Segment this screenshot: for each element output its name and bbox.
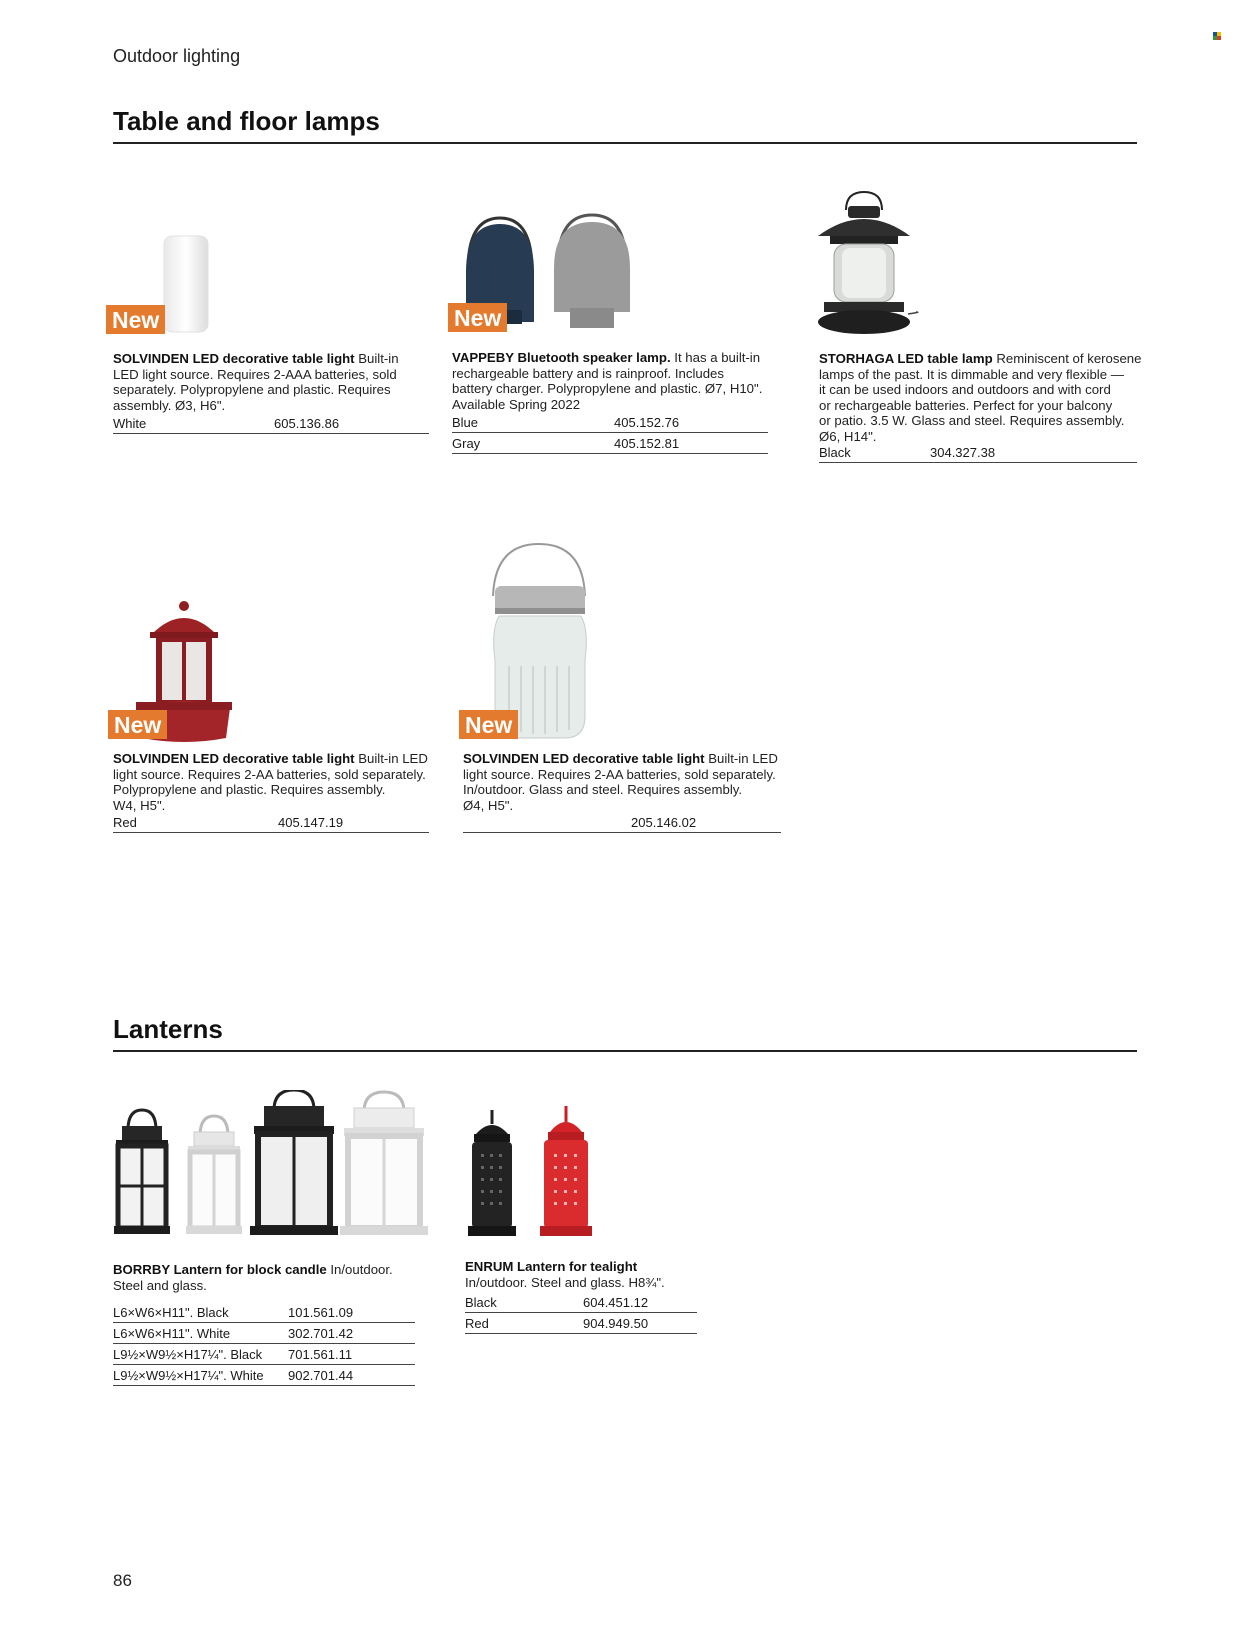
- variant-list: [819, 442, 1137, 463]
- article-number: 604.451.12: [583, 1295, 649, 1310]
- new-badge: New: [459, 710, 518, 739]
- article-number: 302.701.42: [288, 1326, 354, 1341]
- new-badge: New: [108, 710, 167, 739]
- article-number: 605.136.86: [274, 416, 340, 431]
- variant-row: Red 904.949.50: [465, 1313, 697, 1334]
- variant-row: L6×W6×H11". Black 101.561.09: [113, 1302, 415, 1323]
- article-number: 701.561.11: [288, 1347, 353, 1362]
- variant-list: [113, 413, 429, 434]
- variant-list: [113, 812, 429, 833]
- article-number: 405.152.81: [614, 436, 680, 451]
- product-image-borrby: [110, 1090, 428, 1240]
- variant-row: [463, 812, 781, 833]
- variant-list: [113, 1302, 415, 1386]
- variant-row: Red 405.147.19: [113, 812, 429, 833]
- brand-logo-icon: [1213, 32, 1221, 40]
- product-image-enrum: [464, 1104, 604, 1244]
- variant-list: [465, 1292, 697, 1334]
- article-number: 304.327.38: [930, 445, 996, 460]
- variant-row: Gray 405.152.81: [452, 433, 768, 454]
- variant-row: L9½×W9½×H17¼". Black 701.561.11: [113, 1344, 415, 1365]
- product-description-solvinden-red: SOLVINDEN LED decorative table light Built-in LED light source. Requires 2-AA batteries, sold separately. Polypropylene and plastic. Requires assembly. W4, H5".: [113, 751, 428, 813]
- article-number: 101.561.09: [288, 1305, 354, 1320]
- variant-list: [463, 812, 781, 833]
- article-number: 205.146.02: [631, 815, 697, 830]
- product-name: VAPPEBY Bluetooth speaker lamp.: [452, 350, 671, 365]
- product-name: BORRBY Lantern for block candle: [113, 1262, 327, 1277]
- product-description-enrum: ENRUM Lantern for tealight In/outdoor. Steel and glass. H8¾".: [465, 1259, 665, 1290]
- article-number: 405.147.19: [278, 815, 344, 830]
- article-number: 405.152.76: [614, 415, 680, 430]
- product-description-solvinden-jar: SOLVINDEN LED decorative table light Built-in LED light source. Requires 2-AA batteries, sold separately. In/outdoor. Glass and steel. Requires assembly. Ø4, H5".: [463, 751, 778, 813]
- product-image-storhaga: [812, 188, 922, 338]
- product-name: ENRUM Lantern for tealight: [465, 1259, 638, 1274]
- product-description-vappeby: VAPPEBY Bluetooth speaker lamp. It has a built-in rechargeable battery and is rainproof. Includes battery charger. Polypropylene and plastic. Ø7, H10". Available Spring 2022: [452, 350, 763, 412]
- product-description-storhaga: STORHAGA LED table lamp Reminiscent of kerosene lamps of the past. It is dimmable and very flexible — it can be used indoors and outdoors and with cord or rechargeable batteries. Perfect for your balcony or patio. 3.5 W. Glass and steel. Requires assembly. Ø6, H14".: [819, 351, 1142, 444]
- product-name: SOLVINDEN LED decorative table light: [113, 351, 355, 366]
- variant-row: White 605.136.86: [113, 413, 429, 434]
- product-description-borrby: BORRBY Lantern for block candle In/outdoor. Steel and glass.: [113, 1262, 393, 1293]
- variant-row: L6×W6×H11". White 302.701.42: [113, 1323, 415, 1344]
- section-title-lanterns: Lanterns: [113, 1014, 223, 1044]
- product-name: SOLVINDEN LED decorative table light: [113, 751, 355, 766]
- page-number: 86: [113, 1571, 132, 1590]
- section-divider: [113, 142, 1137, 144]
- section-category: Outdoor lighting: [113, 46, 241, 66]
- new-badge: New: [448, 303, 507, 332]
- product-name: STORHAGA LED table lamp: [819, 351, 993, 366]
- new-badge: New: [106, 305, 165, 334]
- section-title-table-lamps: Table and floor lamps: [113, 106, 380, 136]
- variant-row: Black 604.451.12: [465, 1292, 697, 1313]
- product-name: SOLVINDEN LED decorative table light: [463, 751, 705, 766]
- article-number: 902.701.44: [288, 1368, 354, 1383]
- article-number: 904.949.50: [583, 1316, 649, 1331]
- variant-list: [452, 412, 768, 454]
- variant-row: L9½×W9½×H17¼". White 902.701.44: [113, 1365, 415, 1386]
- section-divider: [113, 1050, 1137, 1052]
- product-description-solvinden-white: SOLVINDEN LED decorative table light Built-in LED light source. Requires 2-AAA batteries, sold separately. Polypropylene and plastic. Requires assembly. Ø3, H6".: [113, 351, 399, 413]
- variant-row: Blue 405.152.76: [452, 412, 768, 433]
- variant-row: Black 304.327.38: [819, 442, 1137, 463]
